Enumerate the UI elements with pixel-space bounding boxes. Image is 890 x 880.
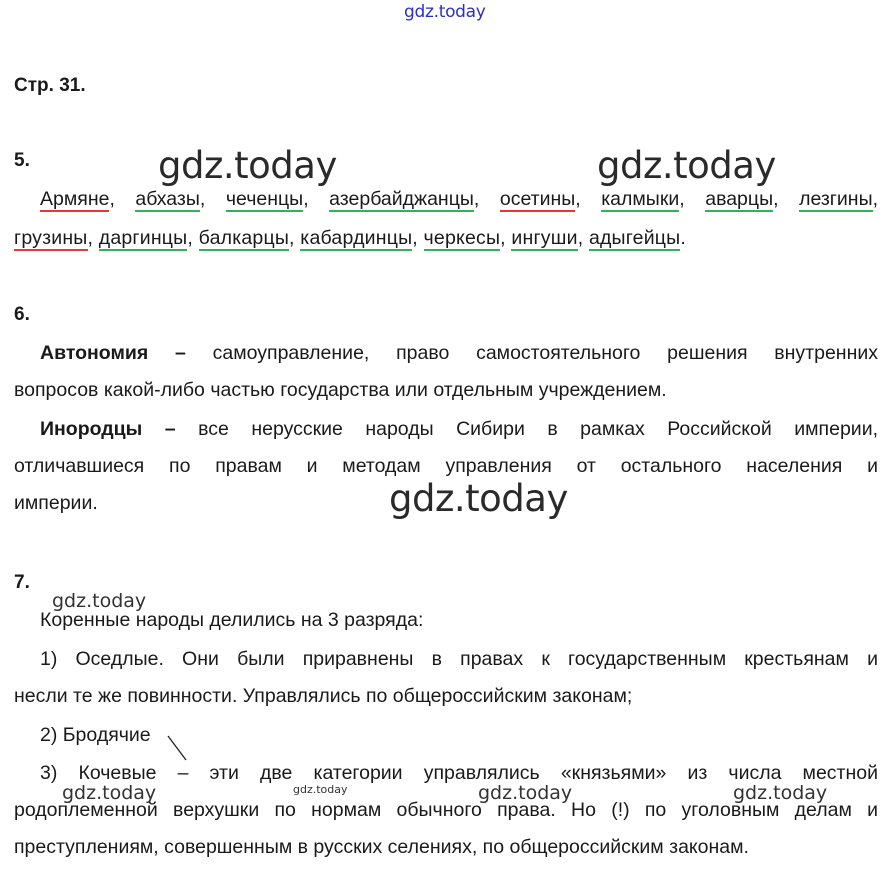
dash: – (175, 342, 186, 364)
people-name: лезгины (799, 188, 873, 210)
watermark: gdz.today (293, 783, 348, 796)
people-name: калмыки (601, 188, 680, 210)
category-line: родоплеменной верхушки по нормам обычного права. Но (!) по уголовным делам и (14, 799, 878, 821)
category-wandering: 2) Бродячие (40, 724, 151, 746)
definition-line: империи. (14, 492, 98, 514)
definition-inorodtsy (14, 416, 878, 516)
watermark: gdz.today (52, 590, 147, 612)
section-number-7: 7. (14, 572, 30, 593)
watermark: gdz.today (62, 782, 157, 804)
peoples-line-1: Армяне, абхазы, чеченцы, азербайджанцы, осетины, калмыки, аварцы, лезгины, (40, 188, 879, 210)
category-line: несли те же повинности. Управлялись по общероссийским законам; (14, 685, 633, 707)
category-settled (14, 646, 878, 709)
category-line: преступлениям, совершенным в русских селениях, по общероссийским законам. (14, 836, 749, 858)
people-name: балкарцы (198, 227, 290, 249)
term-inorodtsy: Инородцы (40, 418, 143, 440)
people-name: грузины (14, 227, 88, 249)
people-name: осетины (499, 188, 576, 210)
page-label: Стр. 31. (14, 75, 86, 96)
watermark: gdz.today (389, 477, 568, 520)
category-line: 3) Кочевые – эти две категории управлялись «князьями» из числа местной (40, 762, 878, 784)
peoples-list (14, 186, 878, 251)
watermark: gdz.today (158, 144, 337, 187)
category-line: 1) Оседлые. Они были приравнены в правах к государственным крестьянам и (40, 648, 878, 670)
people-name: даргинцы (98, 227, 188, 249)
definition-line: отличавшиеся по правам и методам управления от остального населения и (14, 455, 878, 477)
category-nomadic (14, 760, 878, 860)
definition-autonomy (14, 340, 878, 403)
people-name: черкесы (423, 227, 501, 249)
definition-line: вопросов какой-либо частью государства или отдельным учреждением. (14, 379, 667, 401)
people-name: азербайджанцы (329, 188, 474, 210)
peoples-line-2: грузины, даргинцы, балкарцы, кабардинцы, черкесы, ингуши, адыгейцы. (14, 227, 687, 249)
watermark: gdz.today (478, 782, 573, 804)
watermark-top: gdz.today (404, 2, 486, 22)
watermark: gdz.today (597, 144, 776, 187)
watermark: gdz.today (733, 782, 828, 804)
people-name: адыгейцы (588, 227, 681, 249)
people-name: кабардинцы (300, 227, 413, 249)
definition-line (14, 416, 878, 442)
categories-intro: Коренные народы делились на 3 разряда: (40, 609, 424, 631)
people-name: абхазы (135, 188, 200, 210)
people-name: Армяне (40, 188, 110, 210)
definition-text: самоуправление, право самостоятельного решения внутренних (212, 342, 878, 364)
definition-text: все нерусские народы Сибири в рамках Российской империи, (198, 418, 879, 440)
people-name: чеченцы (225, 188, 304, 210)
people-name: аварцы (705, 188, 774, 210)
people-name: ингуши (511, 227, 578, 249)
section-number-5: 5. (14, 150, 30, 171)
term-autonomy: Автономия (40, 342, 149, 364)
section-number-6: 6. (14, 304, 30, 325)
definition-line (14, 340, 878, 366)
dash: – (164, 418, 176, 440)
